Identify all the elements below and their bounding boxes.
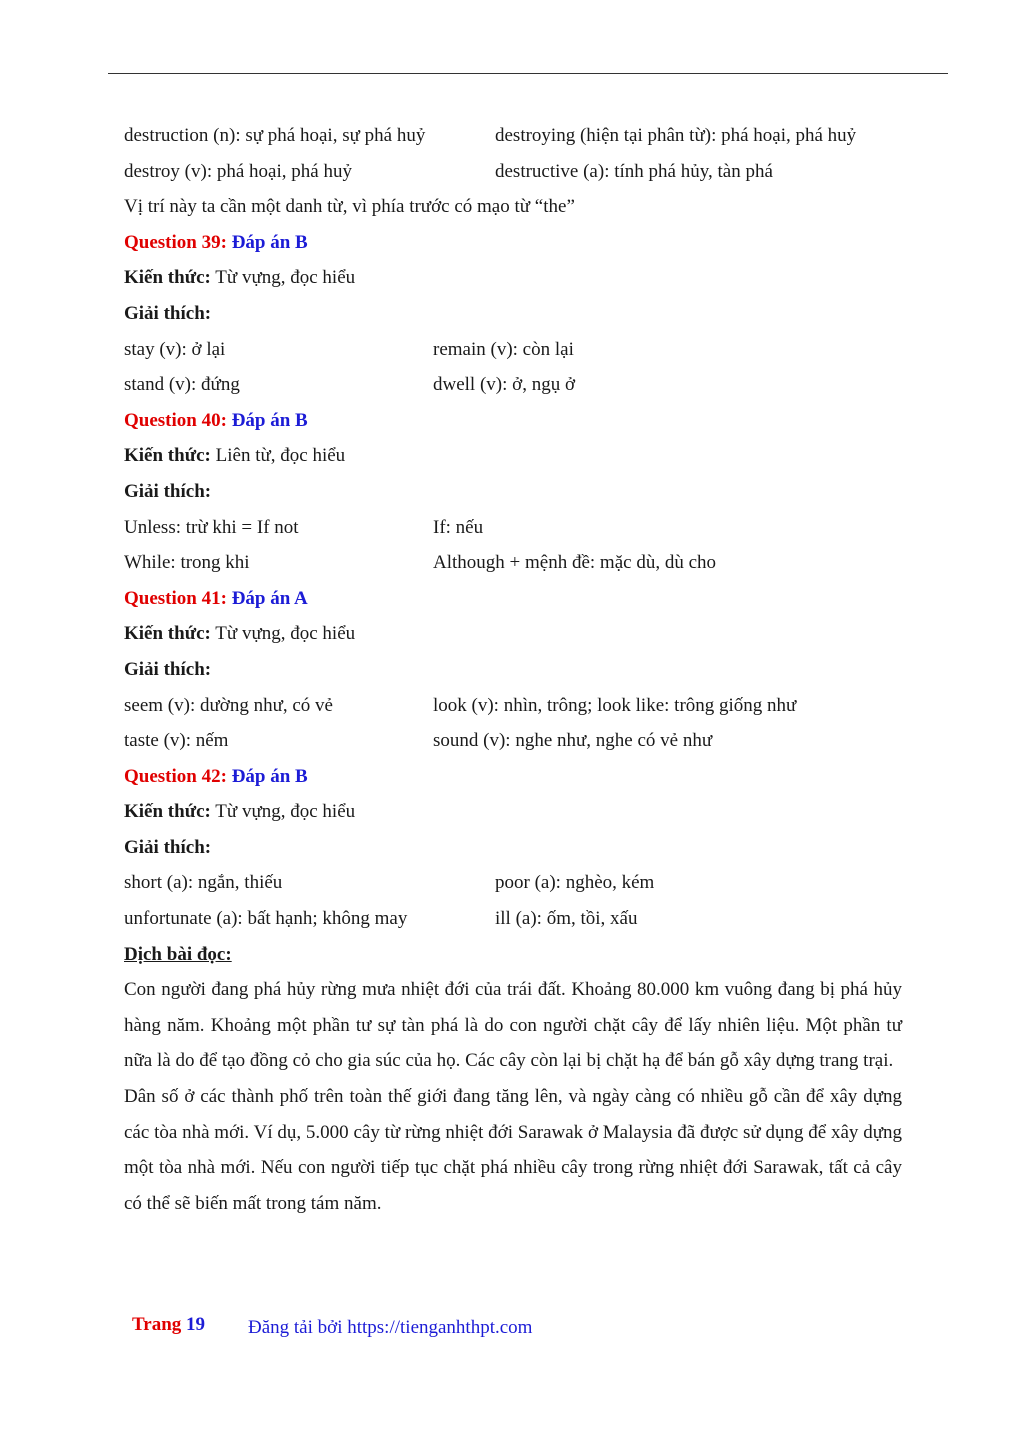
question-number: Question 42: (124, 765, 227, 787)
vocab-item: If: nếu (433, 516, 484, 538)
knowledge-text: Từ vựng, đọc hiểu (215, 623, 356, 645)
vocab-row (124, 865, 902, 901)
vocab-item: ill (a): ốm, tồi, xấu (495, 908, 638, 930)
vocab-item: dwell (v): ở, ngụ ở (433, 374, 575, 396)
vocab-item: look (v): nhìn, trông; look like: trông giống như (433, 694, 797, 716)
vocab-item: unfortunate (a): bất hạnh; không may (124, 908, 408, 930)
vocab-item: destroying (hiện tại phân từ): phá hoại, phá huỷ (495, 125, 857, 146)
vocab-item: stand (v): đứng (124, 374, 240, 396)
question-number: Question 39: (124, 231, 227, 253)
explanation-label: Giải thích: (124, 658, 212, 680)
vocab-row (124, 723, 902, 759)
question-number: Question 41: (124, 587, 227, 609)
note-text: Vị trí này ta cần một danh từ, vì phía trước có mạo từ “the” (124, 196, 575, 218)
vocab-item: taste (v): nếm (124, 730, 229, 752)
page-label: Trang (132, 1314, 182, 1335)
vocab-item: destruction (n): sự phá hoại, sự phá huỷ (124, 125, 426, 146)
vocab-item: stay (v): ở lại (124, 338, 226, 360)
answer-label: Đáp án B (231, 765, 308, 787)
vocab-item: sound (v): nghe như, nghe có vẻ như (433, 730, 713, 752)
explanation-label: Giải thích: (124, 836, 212, 858)
knowledge-line (124, 438, 902, 474)
vocab-row (124, 332, 902, 368)
vocab-item: destroy (v): phá hoại, phá huỷ (124, 160, 352, 182)
knowledge-text: Liên từ, đọc hiểu (215, 445, 346, 467)
vocab-row (124, 367, 902, 403)
question-heading (124, 403, 902, 439)
vocab-item: remain (v): còn lại (433, 338, 574, 360)
vocab-row (124, 688, 902, 724)
translation-heading: Dịch bài đọc: (124, 943, 232, 965)
page-content (124, 118, 902, 1221)
translation-paragraph: Dân số ở các thành phố trên toàn thế giới đang tăng lên, và ngày càng có nhiều gỗ cần để xây dựng các tòa nhà mới. Ví dụ, 5.000 cây từ rừng nhiệt đới Sarawak ở Malaysia đã được sử dụng để xây dựng một tòa nhà mới. Nếu con người tiếp tục chặt phá nhiều cây trong rừng nhiệt đới Sarawak, tất cả cây có thể sẽ biến mất trong tám năm. (124, 1086, 902, 1214)
page-number: 19 (186, 1314, 206, 1335)
vocab-item: Although + mệnh đề: mặc dù, dù cho (433, 552, 716, 574)
page-footer (132, 1314, 533, 1338)
answer-label: Đáp án A (231, 587, 308, 609)
knowledge-line (124, 260, 902, 296)
header-rule (108, 73, 948, 74)
question-heading (124, 225, 902, 261)
explanation-label: Giải thích: (124, 302, 212, 324)
answer-label: Đáp án B (231, 231, 308, 253)
knowledge-label: Kiến thức: (124, 801, 211, 823)
translation-paragraph: Con người đang phá hủy rừng mưa nhiệt đới của trái đất. Khoảng 80.000 km vuông đang bị phá hủy hàng năm. Khoảng một phần tư sự tàn phá là do con người chặt cây để lấy nhiên liệu. Một phần tư nữa là do để tạo đồng cỏ cho gia súc của họ. Các cây còn lại bị chặt hạ để bán gỗ xây dựng trang trại. (124, 979, 902, 1072)
knowledge-label: Kiến thức: (124, 267, 211, 289)
vocab-item: poor (a): nghèo, kém (495, 872, 655, 894)
vocab-item: short (a): ngắn, thiếu (124, 872, 283, 894)
answer-label: Đáp án B (231, 409, 308, 431)
vocab-item: While: trong khi (124, 552, 250, 574)
vocab-row (124, 118, 902, 154)
knowledge-line (124, 794, 902, 830)
knowledge-text: Từ vựng, đọc hiểu (215, 267, 356, 289)
vocab-item: destructive (a): tính phá hủy, tàn phá (495, 160, 773, 182)
posted-by-text: Đăng tải bởi https://tienganhthpt.com (248, 1317, 533, 1338)
vocab-item: Unless: trừ khi = If not (124, 516, 299, 538)
knowledge-label: Kiến thức: (124, 445, 211, 467)
vocab-row (124, 154, 902, 190)
explanation-label: Giải thích: (124, 480, 212, 502)
knowledge-text: Từ vựng, đọc hiểu (215, 801, 356, 823)
question-heading (124, 759, 902, 795)
question-heading (124, 581, 902, 617)
vocab-row (124, 901, 902, 937)
question-number: Question 40: (124, 409, 227, 431)
knowledge-line (124, 616, 902, 652)
knowledge-label: Kiến thức: (124, 623, 211, 645)
vocab-item: seem (v): dường như, có vẻ (124, 694, 333, 716)
vocab-row (124, 545, 902, 581)
vocab-row (124, 510, 902, 546)
